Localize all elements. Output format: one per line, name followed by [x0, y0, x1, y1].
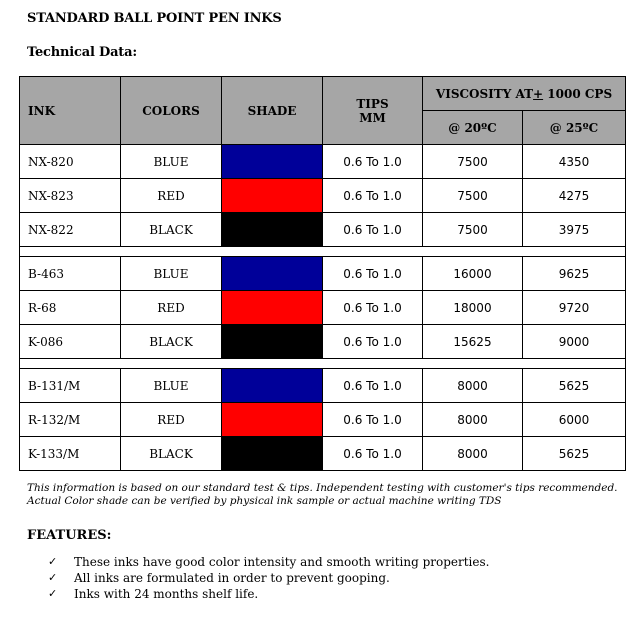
shade-swatch [222, 257, 323, 291]
table-row [20, 369, 626, 403]
ink-code-cell: R-132/M [20, 403, 121, 437]
header-ink: INK [20, 77, 121, 145]
tips-cell: 0.6 To 1.0 [323, 179, 423, 213]
group-separator [20, 359, 626, 369]
plus-minus-icon: + [533, 86, 544, 101]
color-name-cell: RED [121, 403, 222, 437]
checkmark-icon: ✓ [48, 555, 58, 568]
disclaimer-line-2: Actual Color shade can be verified by physical ink sample or actual machine writing TDS [27, 495, 502, 507]
table-row [20, 325, 626, 359]
viscosity-25c-cell: 9000 [523, 325, 626, 359]
shade-swatch [222, 369, 323, 403]
header-tips-line1: TIPS [356, 96, 389, 111]
tips-cell: 0.6 To 1.0 [323, 403, 423, 437]
header-viscosity-20c: @ 20ºC [423, 111, 523, 145]
color-name-cell: BLUE [121, 257, 222, 291]
viscosity-25c-cell: 5625 [523, 437, 626, 471]
shade-swatch [222, 213, 323, 247]
shade-swatch [222, 291, 323, 325]
viscosity-20c-cell: 7500 [423, 145, 523, 179]
table-row [20, 403, 626, 437]
ink-code-cell: R-68 [20, 291, 121, 325]
header-tips-line2: MM [359, 110, 386, 125]
shade-swatch [222, 437, 323, 471]
feature-text: These inks have good color intensity and smooth writing properties. [74, 555, 490, 569]
separator-cell [20, 359, 626, 369]
tips-cell: 0.6 To 1.0 [323, 325, 423, 359]
color-name-cell: RED [121, 291, 222, 325]
header-viscosity-25c: @ 25ºC [523, 111, 626, 145]
header-tips [323, 77, 423, 145]
tips-cell: 0.6 To 1.0 [323, 369, 423, 403]
viscosity-20c-cell: 7500 [423, 213, 523, 247]
viscosity-25c-cell: 6000 [523, 403, 626, 437]
color-name-cell: RED [121, 179, 222, 213]
feature-text: Inks with 24 months shelf life. [74, 587, 259, 601]
checkmark-icon: ✓ [48, 571, 58, 584]
ink-code-cell: B-131/M [20, 369, 121, 403]
table-row [20, 179, 626, 213]
header-colors: COLORS [121, 77, 222, 145]
feature-item [48, 586, 489, 602]
header-shade: SHADE [222, 77, 323, 145]
ink-code-cell: NX-820 [20, 145, 121, 179]
shade-swatch [222, 325, 323, 359]
viscosity-20c-cell: 8000 [423, 437, 523, 471]
ink-code-cell: K-133/M [20, 437, 121, 471]
ink-code-cell: NX-822 [20, 213, 121, 247]
features-list [48, 554, 489, 602]
group-separator [20, 247, 626, 257]
section-title-technical-data: Technical Data: [27, 45, 137, 60]
color-name-cell: BLACK [121, 213, 222, 247]
separator-cell [20, 247, 626, 257]
shade-swatch [222, 403, 323, 437]
color-name-cell: BLACK [121, 437, 222, 471]
ink-code-cell: K-086 [20, 325, 121, 359]
table-row [20, 291, 626, 325]
table-row [20, 145, 626, 179]
shade-swatch [222, 145, 323, 179]
header-viscosity-suffix: 1000 CPS [543, 86, 613, 101]
tips-cell: 0.6 To 1.0 [323, 145, 423, 179]
viscosity-25c-cell: 3975 [523, 213, 626, 247]
viscosity-25c-cell: 5625 [523, 369, 626, 403]
feature-item [48, 554, 489, 570]
features-heading: FEATURES: [27, 528, 112, 543]
feature-text: All inks are formulated in order to prevent gooping. [74, 571, 390, 585]
table-row [20, 437, 626, 471]
disclaimer-note [27, 482, 637, 508]
ink-code-cell: NX-823 [20, 179, 121, 213]
checkmark-icon: ✓ [48, 587, 58, 600]
viscosity-20c-cell: 8000 [423, 403, 523, 437]
color-name-cell: BLACK [121, 325, 222, 359]
header-viscosity [423, 77, 626, 111]
tips-cell: 0.6 To 1.0 [323, 213, 423, 247]
table-row [20, 213, 626, 247]
document-title: STANDARD BALL POINT PEN INKS [27, 11, 282, 26]
ink-code-cell: B-463 [20, 257, 121, 291]
viscosity-20c-cell: 16000 [423, 257, 523, 291]
viscosity-25c-cell: 9625 [523, 257, 626, 291]
tips-cell: 0.6 To 1.0 [323, 291, 423, 325]
viscosity-20c-cell: 15625 [423, 325, 523, 359]
viscosity-20c-cell: 18000 [423, 291, 523, 325]
tips-cell: 0.6 To 1.0 [323, 437, 423, 471]
viscosity-20c-cell: 8000 [423, 369, 523, 403]
shade-swatch [222, 179, 323, 213]
viscosity-25c-cell: 4275 [523, 179, 626, 213]
table-row [20, 257, 626, 291]
color-name-cell: BLUE [121, 369, 222, 403]
tips-cell: 0.6 To 1.0 [323, 257, 423, 291]
header-viscosity-prefix: VISCOSITY AT [435, 86, 534, 101]
viscosity-25c-cell: 4350 [523, 145, 626, 179]
viscosity-20c-cell: 7500 [423, 179, 523, 213]
feature-item [48, 570, 489, 586]
ink-spec-table [19, 76, 626, 471]
viscosity-25c-cell: 9720 [523, 291, 626, 325]
color-name-cell: BLUE [121, 145, 222, 179]
disclaimer-line-1: This information is based on our standard test & tips. Independent testing with customer's tips recommended. [27, 482, 618, 494]
